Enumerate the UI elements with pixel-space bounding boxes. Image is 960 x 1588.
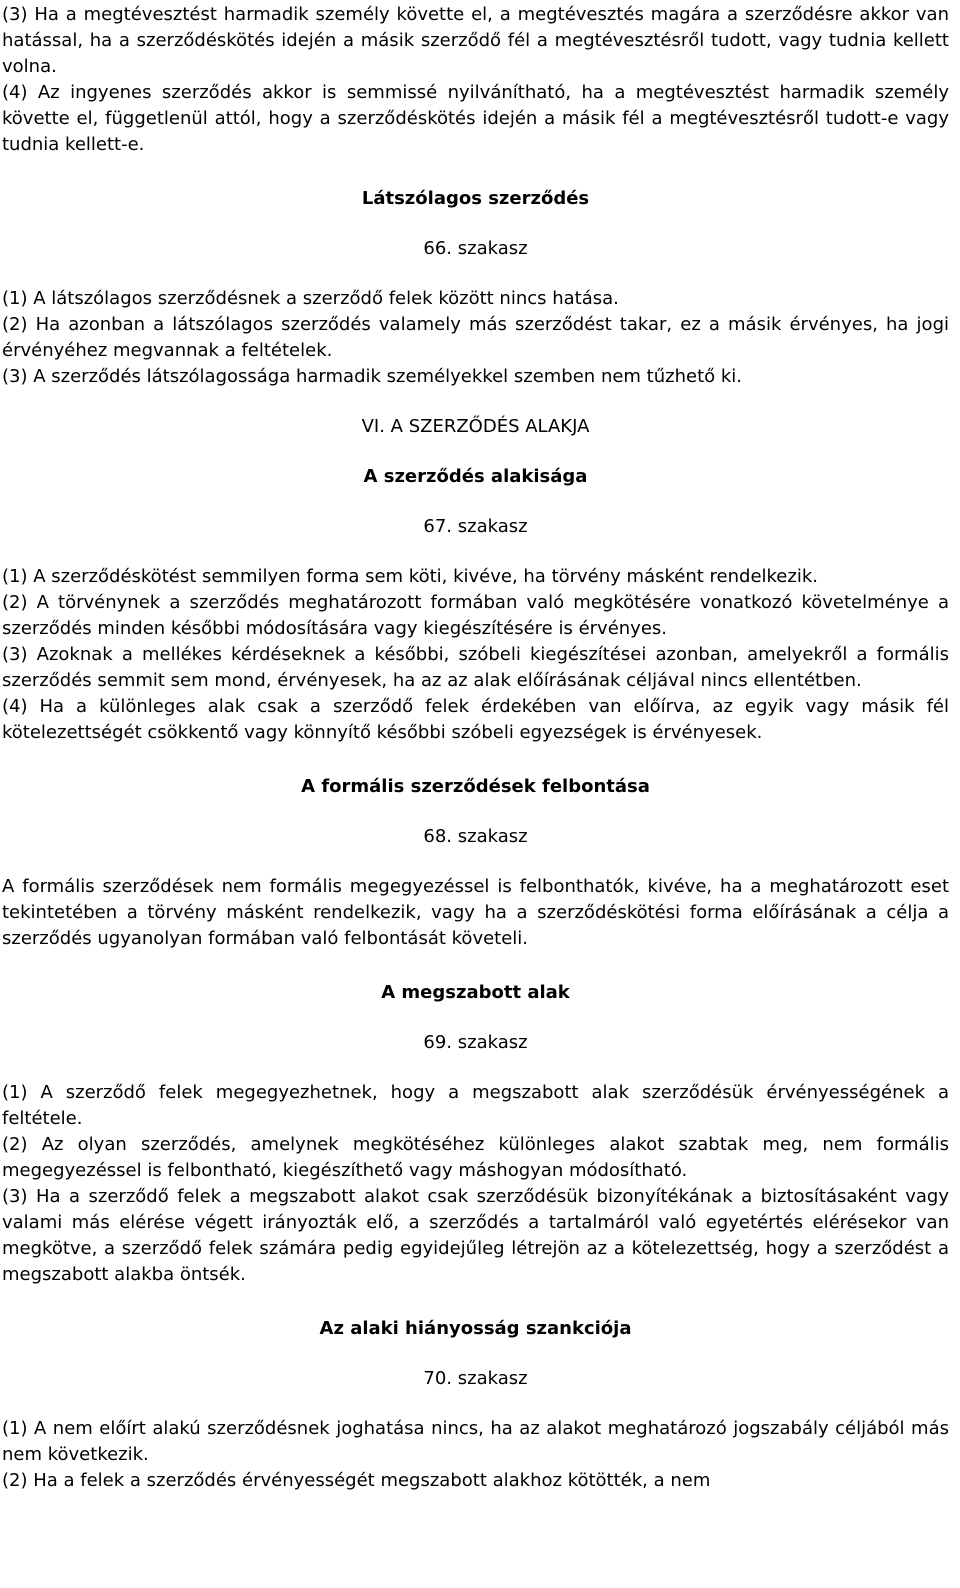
paragraph-65-4: (4) Az ingyenes szerződés akkor is semmissé nyilvánítható, ha a megtévesztést harmadik személy követte el, függetlenül attól, hogy a szerződéskötés idején a másik fél a megtévesztésről tudott-e vagy tudnia kellett-e. <box>2 82 949 155</box>
section-69-title: 69. szakasz <box>423 1032 528 1053</box>
heading-szerzodes-alakisaga: A szerződés alakisága <box>363 466 588 487</box>
paragraph-70-2: (2) Ha a felek a szerződés érvényességét megszabott alakhoz kötötték, a nem <box>2 1470 711 1491</box>
paragraph-67-4: (4) Ha a különleges alak csak a szerződő felek érdekében van előírva, az egyik vagy másik fél kötelezettségét csökkentő vagy könnyítő későbbi szóbeli egyezségek is érvényesek. <box>2 696 949 743</box>
paragraph-66-2: (2) Ha azonban a látszólagos szerződés valamely más szerződést takar, ez a másik érvényes, ha jogi érvényéhez megvannak a feltételek. <box>2 314 949 361</box>
paragraph-70-1: (1) A nem előírt alakú szerződésnek joghatása nincs, ha az alakot meghatározó jogszabály céljából más nem következik. <box>2 1418 949 1465</box>
paragraph-66-3: (3) A szerződés látszólagossága harmadik személyekkel szemben nem tűzhető ki. <box>2 366 743 387</box>
heading-formalis-felbontas: A formális szerződések felbontása <box>301 776 650 797</box>
paragraph-66-1: (1) A látszólagos szerződésnek a szerződő felek között nincs hatása. <box>2 288 619 309</box>
paragraph-67-3: (3) Azoknak a mellékes kérdéseknek a későbbi, szóbeli kiegészítései azonban, amelyekről a formális szerződés semmit sem mond, érvényesek, ha az az alak előírásának céljával nincs ellentétben. <box>2 644 949 691</box>
section-70-title: 70. szakasz <box>423 1368 528 1389</box>
heading-alaki-hianyossag: Az alaki hiányosság szankciója <box>319 1318 632 1339</box>
section-68-title: 68. szakasz <box>423 826 528 847</box>
paragraph-69-2: (2) Az olyan szerződés, amelynek megkötéséhez különleges alakot szabtak meg, nem formális megegyezéssel is felbontható, kiegészíthető vagy máshogyan módosítható. <box>2 1134 949 1181</box>
paragraph-67-1: (1) A szerződéskötést semmilyen forma sem köti, kivéve, ha törvény másként rendelkezik. <box>2 566 818 587</box>
paragraph-68: A formális szerződések nem formális megegyezéssel is felbonthatók, kivéve, ha a meghatározott eset tekintetében a törvény másként rendelkezik, vagy ha a szerződéskötési forma előírásának a célja a szerződés ugyanolyan formában való felbontását követeli. <box>2 876 949 949</box>
heading-latszolagos-szerzodes: Látszólagos szerződés <box>361 188 590 209</box>
section-67-title: 67. szakasz <box>423 516 528 537</box>
paragraph-66-3-pre: (3) Ha a megtévesztést harmadik személy követte el, a megtévesztés magára a szerződésre akkor van hatással, ha a szerződéskötés idején a másik szerződő fél a megtévesztésről tudott, vagy tudnia kellett volna. <box>2 4 949 77</box>
chapter-title: VI. A SZERZŐDÉS ALAKJA <box>361 416 590 437</box>
section-66-title: 66. szakasz <box>423 238 528 259</box>
document-page <box>0 2 960 1588</box>
paragraph-67-2: (2) A törvénynek a szerződés meghatározott formában való megkötésére vonatkozó követelménye a szerződés minden későbbi módosítására vagy kiegészítésére is érvényes. <box>2 592 949 639</box>
paragraph-69-1: (1) A szerződő felek megegyezhetnek, hogy a megszabott alak szerződésük érvényességének a feltétele. <box>2 1082 949 1129</box>
heading-megszabott-alak: A megszabott alak <box>381 982 570 1003</box>
paragraph-69-3: (3) Ha a szerződő felek a megszabott alakot csak szerződésük bizonyítékának a biztosításaként vagy valami más elérése végett irányozták elő, a szerződés a tartalmáról való egyetértés elérésekor van megkötve, a szerződő felek számára pedig egyidejűleg létrejön az a kötelezettség, hogy a szerződést a megszabott alakba öntsék. <box>2 1186 949 1285</box>
